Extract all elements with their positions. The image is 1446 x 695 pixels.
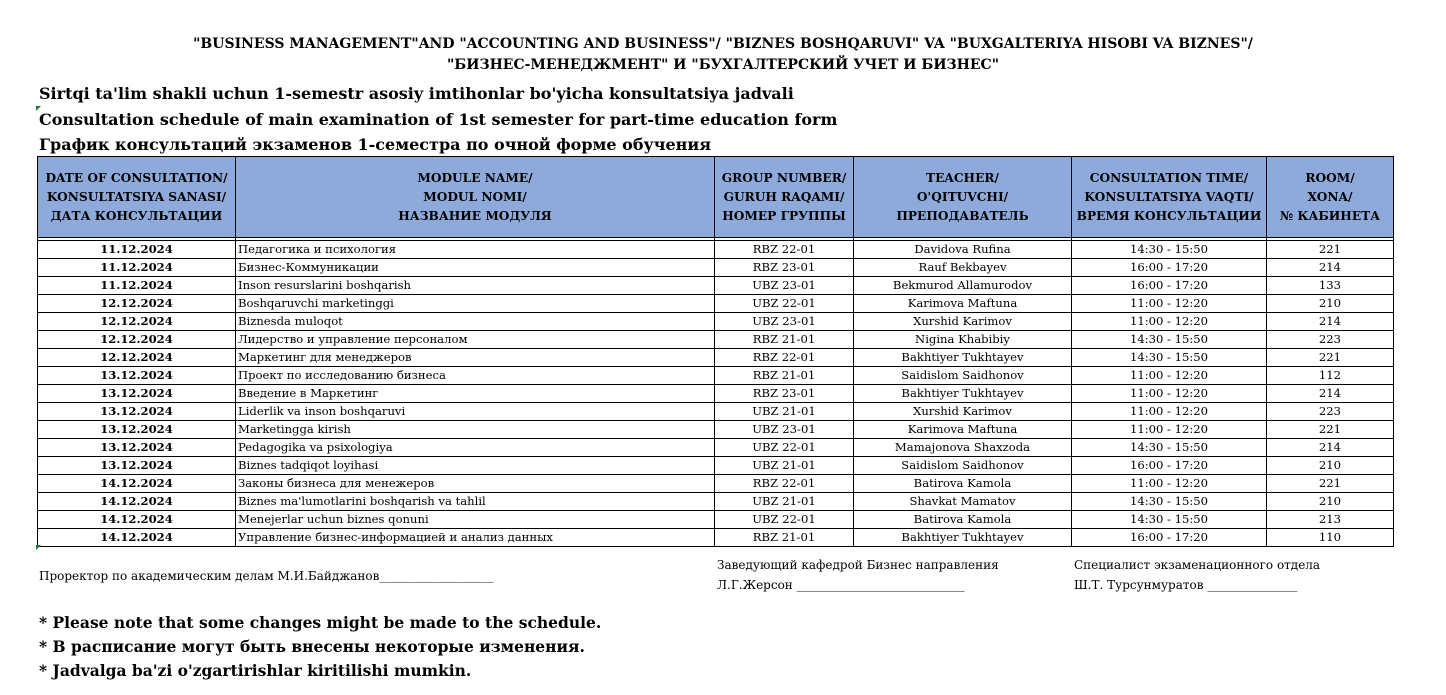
cell-room: 221 (1267, 421, 1394, 439)
cell-room: 214 (1267, 259, 1394, 277)
signature-department-head-title: Заведующий кафедрой Бизнес направления (717, 558, 999, 572)
document-header-line1: "BUSINESS MANAGEMENT"AND "ACCOUNTING AND BUSINESS"/ "BIZNES BOSHQARUVI" VA "BUXGALTERIYA HISOBI VA BIZNES"/ (193, 36, 1253, 52)
table-row (38, 277, 1394, 295)
cell-group: UBZ 22-01 (715, 295, 854, 313)
cell-module: Бизнес-Коммуникации (236, 259, 715, 277)
cell-group: RBZ 23-01 (715, 385, 854, 403)
consultation-schedule-table (37, 156, 1394, 547)
cell-module: Маркетинг для менеджеров (236, 349, 715, 367)
col-header-group (715, 157, 854, 238)
cell-module: Педагогика и психология (236, 241, 715, 259)
cell-room: 112 (1267, 367, 1394, 385)
cell-room: 133 (1267, 277, 1394, 295)
cell-group: RBZ 23-01 (715, 259, 854, 277)
cell-time: 16:00 - 17:20 (1072, 457, 1267, 475)
cell-room: 210 (1267, 493, 1394, 511)
cell-teacher: Bakhtiyer Tukhtayev (854, 349, 1072, 367)
cell-module: Законы бизнеса для менежеров (236, 475, 715, 493)
cell-time: 11:00 - 12:20 (1072, 295, 1267, 313)
cell-date: 14.12.2024 (38, 475, 236, 493)
cell-group: RBZ 22-01 (715, 241, 854, 259)
cell-room: 110 (1267, 529, 1394, 547)
cell-time: 11:00 - 12:20 (1072, 367, 1267, 385)
table-row (38, 511, 1394, 529)
cell-room: 221 (1267, 349, 1394, 367)
table-row (38, 241, 1394, 259)
cell-group: RBZ 22-01 (715, 349, 854, 367)
cell-teacher: Bekmurod Allamurodov (854, 277, 1072, 295)
table-row (38, 529, 1394, 547)
cell-time: 11:00 - 12:20 (1072, 475, 1267, 493)
cell-time: 16:00 - 17:20 (1072, 529, 1267, 547)
cell-room: 213 (1267, 511, 1394, 529)
cell-module: Liderlik va inson boshqaruvi (236, 403, 715, 421)
cell-teacher: Batirova Kamola (854, 511, 1072, 529)
cell-date: 12.12.2024 (38, 313, 236, 331)
cell-date: 13.12.2024 (38, 385, 236, 403)
col-header-date (38, 157, 236, 238)
col-header-module-en: MODULE NAME/ (417, 170, 533, 185)
cell-module: Pedagogika va psixologiya (236, 439, 715, 457)
cell-date: 13.12.2024 (38, 439, 236, 457)
cell-group: RBZ 21-01 (715, 529, 854, 547)
table-body (38, 238, 1394, 547)
cell-module: Inson resurslarini boshqarish (236, 277, 715, 295)
cell-group: RBZ 21-01 (715, 331, 854, 349)
cell-room: 214 (1267, 313, 1394, 331)
cell-teacher: Xurshid Karimov (854, 313, 1072, 331)
col-header-room-en: ROOM/ (1305, 170, 1355, 185)
table-row (38, 403, 1394, 421)
cell-date: 11.12.2024 (38, 277, 236, 295)
cell-time: 14:30 - 15:50 (1072, 349, 1267, 367)
cell-time: 14:30 - 15:50 (1072, 511, 1267, 529)
col-header-teacher-uz: O'QITUVCHI/ (916, 189, 1009, 204)
cell-time: 16:00 - 17:20 (1072, 259, 1267, 277)
col-header-date-en: DATE OF CONSULTATION/ (45, 170, 228, 185)
cell-module: Biznesda muloqot (236, 313, 715, 331)
cell-teacher: Karimova Maftuna (854, 295, 1072, 313)
col-header-module-ru: НАЗВАНИЕ МОДУЛЯ (398, 208, 552, 223)
cell-date: 14.12.2024 (38, 529, 236, 547)
cell-room: 221 (1267, 241, 1394, 259)
cell-date: 14.12.2024 (38, 493, 236, 511)
col-header-date-uz: KONSULTATSIYA SANASI/ (46, 189, 227, 204)
note-uz: * Jadvalga ba'zi o'zgartirishlar kiritilishi mumkin. (39, 661, 472, 680)
cell-date: 11.12.2024 (38, 259, 236, 277)
col-header-module-uz: MODUL NOMI/ (423, 189, 527, 204)
cell-group: UBZ 23-01 (715, 313, 854, 331)
table-header-row (38, 157, 1394, 238)
cell-teacher: Xurshid Karimov (854, 403, 1072, 421)
col-header-room (1267, 157, 1394, 238)
cell-date: 13.12.2024 (38, 421, 236, 439)
col-header-module (236, 157, 715, 238)
col-header-teacher (854, 157, 1072, 238)
col-header-group-ru: НОМЕР ГРУППЫ (722, 208, 846, 223)
cell-teacher: Rauf Bekbayev (854, 259, 1072, 277)
cell-teacher: Saidislom Saidhonov (854, 367, 1072, 385)
cell-teacher: Mamajonova Shaxzoda (854, 439, 1072, 457)
cell-teacher: Saidislom Saidhonov (854, 457, 1072, 475)
cell-time: 11:00 - 12:20 (1072, 313, 1267, 331)
cell-room: 210 (1267, 295, 1394, 313)
cell-comment-marker-bottom (36, 545, 41, 550)
signature-prorector: Проректор по академическим делам М.И.Байджанов___________________ (39, 569, 494, 583)
cell-group: UBZ 21-01 (715, 403, 854, 421)
cell-group: UBZ 23-01 (715, 277, 854, 295)
col-header-time-en: CONSULTATION TIME/ (1089, 170, 1249, 185)
signature-specialist-title: Специалист экзаменационного отдела (1074, 558, 1321, 572)
col-header-room-uz: XONA/ (1307, 189, 1353, 204)
cell-room: 223 (1267, 331, 1394, 349)
cell-time: 14:30 - 15:50 (1072, 241, 1267, 259)
cell-time: 11:00 - 12:20 (1072, 385, 1267, 403)
cell-module: Marketingga kirish (236, 421, 715, 439)
table-row (38, 493, 1394, 511)
signature-specialist-name: Ш.Т. Турсунмуратов _______________ (1074, 578, 1298, 592)
note-ru: * В расписание могут быть внесены некоторые изменения. (39, 637, 585, 656)
cell-time: 14:30 - 15:50 (1072, 493, 1267, 511)
cell-room: 223 (1267, 403, 1394, 421)
cell-group: UBZ 22-01 (715, 439, 854, 457)
cell-date: 12.12.2024 (38, 295, 236, 313)
table-row (38, 313, 1394, 331)
table-row (38, 259, 1394, 277)
cell-module: Boshqaruvchi marketinggi (236, 295, 715, 313)
col-header-time-ru: ВРЕМЯ КОНСУЛЬТАЦИИ (1076, 208, 1262, 223)
cell-teacher: Bakhtiyer Tukhtayev (854, 385, 1072, 403)
table-row (38, 331, 1394, 349)
cell-module: Biznes tadqiqot loyihasi (236, 457, 715, 475)
cell-module: Проект по исследованию бизнеса (236, 367, 715, 385)
cell-group: UBZ 22-01 (715, 511, 854, 529)
cell-time: 14:30 - 15:50 (1072, 331, 1267, 349)
table-row (38, 421, 1394, 439)
subtitle-en: Consultation schedule of main examination of 1st semester for part-time education form (39, 110, 838, 129)
cell-date: 11.12.2024 (38, 241, 236, 259)
cell-teacher: Batirova Kamola (854, 475, 1072, 493)
cell-teacher: Karimova Maftuna (854, 421, 1072, 439)
cell-module: Управление бизнес-информацией и анализ данных (236, 529, 715, 547)
cell-date: 13.12.2024 (38, 457, 236, 475)
cell-group: RBZ 22-01 (715, 475, 854, 493)
cell-group: UBZ 21-01 (715, 457, 854, 475)
col-header-teacher-en: TEACHER/ (926, 170, 999, 185)
col-header-time (1072, 157, 1267, 238)
cell-group: RBZ 21-01 (715, 367, 854, 385)
col-header-room-ru: № КАБИНЕТА (1279, 208, 1381, 223)
cell-time: 14:30 - 15:50 (1072, 439, 1267, 457)
cell-group: UBZ 23-01 (715, 421, 854, 439)
subtitle-ru: График консультаций экзаменов 1-семестра по очной форме обучения (39, 135, 712, 154)
cell-date: 13.12.2024 (38, 367, 236, 385)
cell-teacher: Davidova Rufina (854, 241, 1072, 259)
signature-department-head-name: Л.Г.Жерсон ____________________________ (717, 578, 965, 592)
cell-teacher: Nigina Khabibiy (854, 331, 1072, 349)
col-header-group-uz: GURUH RAQAMI/ (723, 189, 845, 204)
cell-time: 11:00 - 12:20 (1072, 421, 1267, 439)
table-row (38, 385, 1394, 403)
note-en: * Please note that some changes might be made to the schedule. (39, 613, 602, 632)
cell-time: 11:00 - 12:20 (1072, 403, 1267, 421)
cell-date: 14.12.2024 (38, 511, 236, 529)
table-row (38, 349, 1394, 367)
col-header-teacher-ru: ПРЕПОДАВАТЕЛЬ (896, 208, 1029, 223)
cell-room: 214 (1267, 439, 1394, 457)
cell-module: Biznes ma'lumotlarini boshqarish va tahlil (236, 493, 715, 511)
cell-date: 13.12.2024 (38, 403, 236, 421)
cell-teacher: Bakhtiyer Tukhtayev (854, 529, 1072, 547)
table-row (38, 367, 1394, 385)
cell-room: 221 (1267, 475, 1394, 493)
table-row (38, 457, 1394, 475)
cell-module: Введение в Маркетинг (236, 385, 715, 403)
document-header-line2: "БИЗНЕС-МЕНЕДЖМЕНТ" И "БУХГАЛТЕРСКИЙ УЧЕТ И БИЗНЕС" (447, 57, 999, 73)
table-row (38, 295, 1394, 313)
table-row (38, 475, 1394, 493)
cell-room: 210 (1267, 457, 1394, 475)
cell-date: 12.12.2024 (38, 331, 236, 349)
cell-date: 12.12.2024 (38, 349, 236, 367)
table-row (38, 439, 1394, 457)
col-header-date-ru: ДАТА КОНСУЛЬТАЦИИ (50, 208, 223, 223)
cell-module: Menejerlar uchun biznes qonuni (236, 511, 715, 529)
cell-module: Лидерство и управление персоналом (236, 331, 715, 349)
subtitle-uz: Sirtqi ta'lim shakli uchun 1-semestr asosiy imtihonlar bo'yicha konsultatsiya jadvali (39, 84, 794, 103)
col-header-time-uz: KONSULTATSIYA VAQTI/ (1084, 189, 1254, 204)
cell-time: 16:00 - 17:20 (1072, 277, 1267, 295)
cell-group: UBZ 21-01 (715, 493, 854, 511)
cell-teacher: Shavkat Mamatov (854, 493, 1072, 511)
cell-room: 214 (1267, 385, 1394, 403)
col-header-group-en: GROUP NUMBER/ (721, 170, 847, 185)
